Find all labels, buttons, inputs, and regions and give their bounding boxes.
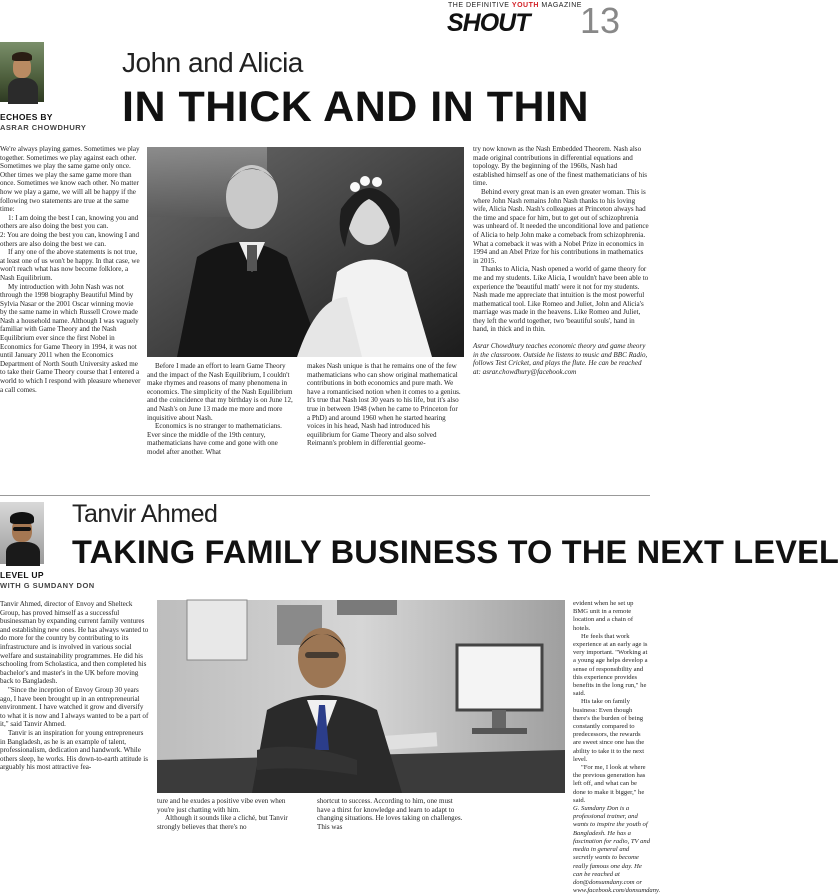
magazine-logo: SHOUT	[447, 9, 530, 37]
author-bio: G. Sumdany Don is a professional trainer, and wants to inspire the youth of Bangladesh. He has a fascination for radio, TV and media in general and secretly wants to become really famous one day. He can be reached at don@donsumdany.com or www.facebook.com/donsumdany.	[573, 805, 661, 895]
article1-column-1	[0, 145, 141, 485]
paragraph: shortcut to success. According to him, one must have a thirst for knowledge and learn to adapt to changing situations. He loves taking on challenges. This was	[317, 797, 463, 831]
column-kicker: LEVEL UP	[0, 570, 44, 580]
paragraph: Thanks to Alicia, Nash opened a world of game theory for me and my students. Like Alicia, I wouldn't have been able to experience the 'beautiful math' were it not for my students. Nash made me appreciate that intuition is the most powerful mathematical tool. Like Romeo and Juliet, John and Alicia's marriage was made in the heavens. Like Romeo and Juliet, they left the world together, two 'beautiful souls', hand in hand, in thick and in thin.	[473, 265, 649, 334]
tagline-accent: YOUTH	[511, 2, 539, 9]
article1-column-2	[147, 362, 297, 487]
wedding-photo-illustration	[147, 147, 464, 357]
paragraph: try now known as the Nash Embedded Theorem. Nash also made original contributions in differential equations and topology. By the beginning of the 1960s, Nash had established himself as one of the finest mathematicians of his time.	[473, 145, 647, 188]
author-bio: Asrar Chowdhury teaches economic theory and game theory in the classroom. Outside he listens to music and BBC Radio, follows Test Cricket, and plays the flute. He can be reached at: asrar.chowdhury@facebook.com	[473, 342, 648, 376]
author-name: WITH G SUMDANY DON	[0, 581, 95, 590]
article-subhead: Tanvir Ahmed	[72, 500, 218, 528]
article-headline: IN THICK AND IN THIN	[122, 83, 590, 131]
paragraph: He feels that work experience at an early age is very important. "Working at a young age helps develop a sense of responsibility and this experience provides benefits in the long run," he said.	[573, 632, 648, 698]
article2-column-2	[157, 797, 297, 831]
paragraph: makes Nash unique is that he remains one of the few mathematicians who can show original mathematical contributions in both economics and pure math. We have a romanticised notion when it comes to a genius. It's true that Nash lost 30 years to his life, but it's also true in between 1948 (when he came to Princeton for a PhD) and around 1960 when he started hearing voices in his head, Nash had introduced his equilibrium for Game Theory and also solved Reimann's problem in differential geome-	[307, 362, 461, 448]
section-divider	[0, 495, 650, 496]
paragraph: Economics is no stranger to mathematicians. Ever since the middle of the 19th century, mathematicians have come and gone with one model after another. What	[147, 422, 282, 456]
office-photo-illustration	[157, 600, 565, 793]
masthead-tagline	[448, 2, 582, 9]
paragraph: evident when he set up BMG unit in a remote location and a chain of hotels.	[573, 600, 634, 632]
article-subhead: John and Alicia	[122, 47, 303, 78]
article1-column-4	[473, 145, 650, 490]
author-name: ASRAR CHOWDHURY	[0, 123, 87, 132]
paragraph: We're always playing games. Sometimes we play together. Sometimes we play against each other. Sometimes we play the same game only once. Other times we play the same game more than once. Sometimes we know each other. No matter how we play a game, we will all be happy if the following two statements are true at the same time:	[0, 145, 140, 214]
paragraph: "For me, I look at where the previous generation has left off, and what can be done to make it bigger," he said.	[573, 764, 646, 804]
tanvir-office-photo	[157, 600, 565, 793]
paragraph: My introduction with John Nash was not through the 1998 biography Beautiful Mind by Sylvia Nasar or the 2001 Oscar winning movie by the same name in which Russell Crowe made Nash a household name. Although I was vaguely familiar with Game Theory and the Nash Equilibrium ever since the first Nobel in Economics for Game Theory in 1994, it was not until January 2011 when the Economics Department of North South University asked me to take their Game Theory course that I entered a world to which I respond with pleasure whenever a call comes.	[0, 282, 141, 394]
column-kicker: ECHOES BY	[0, 112, 53, 122]
paragraph: Before I made an effort to learn Game Theory and the impact of the Nash Equilibrium, I couldn't make rhymes and reasons of many phenomena in economics. The simplicity of the Nash Equilibrium and the coincidence that my birthday is on June 12, and Nash's on June 13 made me more and more inquisitive about Nash.	[147, 362, 293, 422]
article2-column-4	[573, 600, 661, 895]
tagline-suffix: MAGAZINE	[541, 2, 582, 9]
page-number: 13	[580, 0, 621, 41]
paragraph: "Since the inception of Envoy Group 30 years ago, I have been brought up in an entrepreneurial environment. I have watched it grow and diversify to what it is now and I always wanted to be a part of it," said Tanvir Ahmed.	[0, 685, 149, 729]
article2-column-3	[317, 797, 467, 831]
paragraph: His take on family business: Even though there's the burden of being constantly compared to predecessors, the rewards are sweet since one has the ability to take it to the next level.	[573, 698, 645, 763]
paragraph: ture and he exudes a positive vibe even when you're just chatting with him.	[157, 797, 286, 814]
article-headline: TAKING FAMILY BUSINESS TO THE NEXT LEVEL	[72, 534, 839, 570]
wedding-photo	[147, 147, 464, 357]
author-portrait-asrar	[0, 42, 44, 102]
article2-column-1	[0, 600, 150, 820]
tagline-prefix: THE DEFINITIVE	[448, 2, 510, 9]
author-portrait-sumdany	[0, 502, 44, 564]
paragraph: Although it sounds like a cliché, but Tanvir strongly believes that there's no	[157, 814, 288, 831]
paragraph: Tanvir is an inspiration for young entrepreneurs in Bangladesh, as he is an example of talent, professionalism, dedication and handwork. While others sleep, he works. His down-to-earth attitude is arguably his most attractive fea-	[0, 728, 148, 772]
paragraph: If any one of the above statements is not true, at least one of us won't be happy. In that case, we won't reach what has now become folklore, a Nash Equilibrium.	[0, 248, 140, 282]
paragraph: 1: I am doing the best I can, knowing you and others are also doing the best you can.	[0, 213, 139, 231]
article1-column-3	[307, 362, 462, 487]
paragraph: Tanvir Ahmed, director of Envoy and Shelteck Group, has proved himself as a successful businessman by expanding current family ventures and establishing new ones. He has always wanted to do more for the country by contributing to its infrastructure and is involved in various social welfare and sustainability programmes. He did his schooling from Scholastica, and then completed his bachelor's and master's in the UK before moving back to Bangladesh.	[0, 600, 149, 686]
paragraph: Behind every great man is an even greater woman. This is where John Nash remains John Nash thanks to his loving wife, Alicia Nash. Nash's colleagues at Princeton always had the time and space for him, but to get out of schizophrenia was unheard of. It needed the unconditional love and patience of Alicia to help John make a comeback from schizophrenia. What a comeback it was with a Nobel Prize in economics in 1994 and an Abel Prize for his contributions in mathematics in 2015.	[473, 187, 649, 265]
paragraph: 2: You are doing the best you can, knowing I and others are also doing the best we can.	[0, 230, 140, 248]
